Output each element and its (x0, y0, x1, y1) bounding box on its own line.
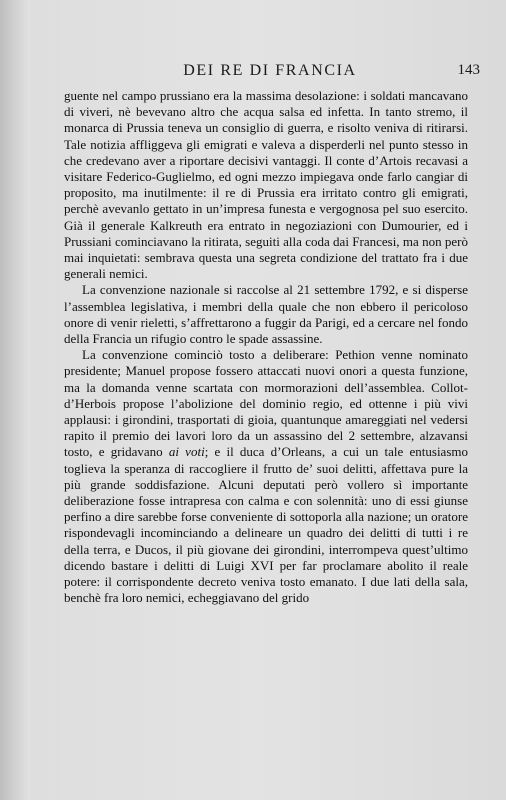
running-title: DEI RE DI FRANCIA (183, 62, 357, 79)
body-text (64, 88, 468, 607)
page-number: 143 (457, 62, 480, 78)
page-gutter (0, 0, 30, 800)
text-segment: ; e il duca d’Orleans, a cui un tale entusiasmo toglieva la speranza di raccogliere il frutto de’ suoi delitti, affettava pure la più grande soddisfazione. Alcuni deputati però vollero sì importante deliberazione fosse intrapresa con calma e con solennità: uno di essi giunse perfino a dire sarebbe forse conveniente di sottoporla alla nazione; un oratore rispondevagli incominciando a delineare un quadro dei delitti di tutti i re della terra, e Ducos, il più giovane dei girondini, interrompeva quest’ultimo dicendo bastare i delitti di Luigi XVI per far proclamare abolito il reale potere: il corrispondente decreto veniva tosto emanato. I due lati della sala, benchè fra loro nemici, echeggiavano del grido (64, 444, 469, 606)
text-segment: guente nel campo prussiano era la massima desolazione: i soldati mancavano di viveri, nè bevevano altro che acqua salsa ed infetta. In tanto stremo, il monarca di Prussia teneva un consiglio di guerra, e risolto veniva di ritirarsi. Tale notizia affliggeva gli emigrati e valeva a disperderli nel punto stesso in che credevano aver a riportare decisivi vantaggi. Il conte d’Artois recavasi a visitare Federico-Guglielmo, ed ogni mezzo impiegava onde farlo cangiar di proposito, ma inutilmente: il re di Prussia era irritato contro gli emigrati, perchè avevanlo gettato in un’impresa funesta e vergognosa pel suo esercito. Già il generale Kalkreuth era entrato in negoziazioni con Dumourier, ed i Prussiani cominciavano la ritirata, seguiti alla coda dai Francesi, ma non però mai inquietati: sembrava questa una segreta condizione del trattato fra i due generali nemici. (64, 88, 468, 282)
paragraph (64, 347, 468, 606)
page-header (60, 62, 480, 84)
text-segment: La convenzione nazionale si raccolse al 21 settembre 1792, e si disperse l’assemblea legislativa, i membri della quale che non ebbero il pericoloso onore di venir rieletti, s’affrettarono a fuggir da Parigi, ed a cercare nel fondo della Francia un rifugio contro le spade assassine. (64, 282, 468, 347)
text-segment: La convenzione cominciò tosto a deliberare: Pethion venne nominato presidente; Manuel propose fossero attaccati nuovi onori a questa funzione, ma la domanda venne scartata con mormorazioni dell’assemblea. Collot-d’Herbois propose l’abolizione del dominio regio, ed ottenne i più vivi applausi: i girondini, trasportati di gioia, quantunque amareggiati nel vedersi rapito il premio dei lavori loro da un assassino del 2 settembre, alzavansi tosto, e gridavano (64, 347, 468, 460)
paragraph (64, 282, 468, 347)
paragraph (64, 88, 468, 282)
italic-phrase: ai voti (168, 444, 205, 460)
